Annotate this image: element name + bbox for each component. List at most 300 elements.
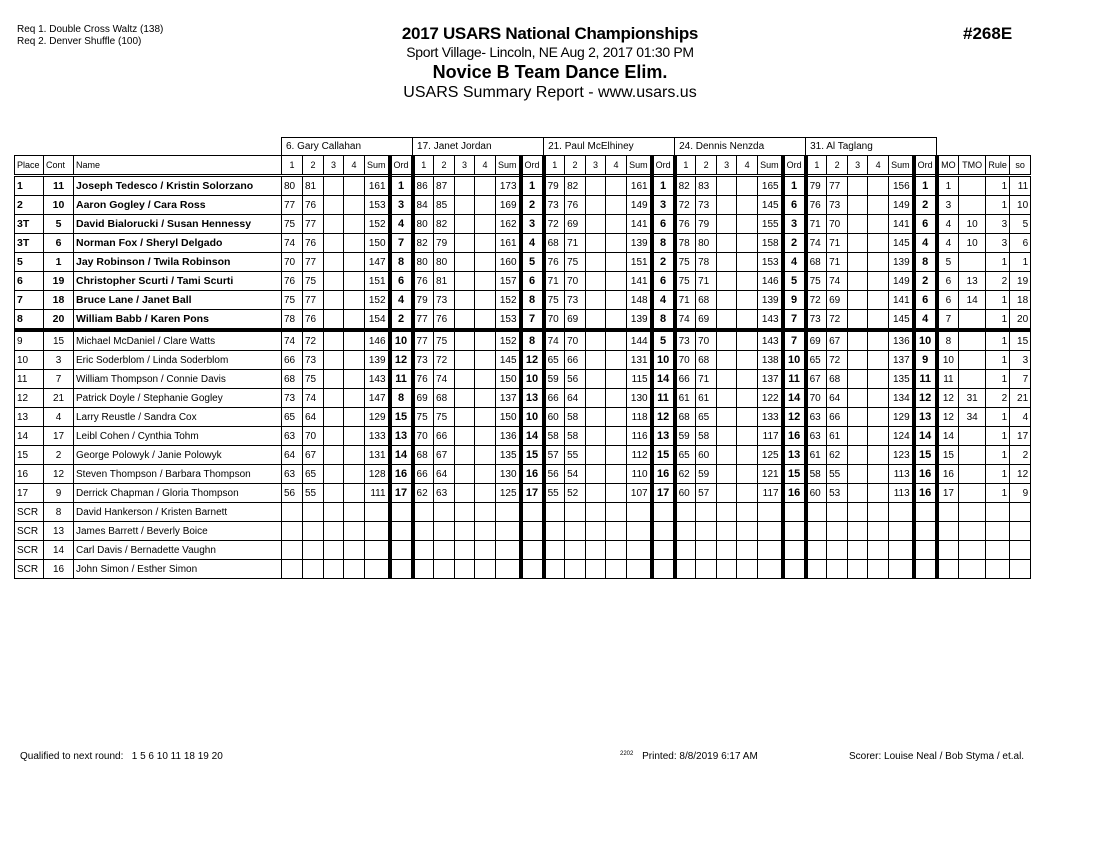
printed-info: [620, 751, 758, 762]
score-2: 71: [696, 370, 717, 389]
score-3: [717, 291, 737, 310]
score-4: [344, 253, 365, 272]
score-1: [806, 522, 827, 541]
score-1: 84: [413, 196, 434, 215]
score-4: [868, 253, 889, 272]
score-sum: 157: [496, 272, 521, 291]
score-sum: 113: [889, 465, 914, 484]
score-3: [848, 351, 868, 370]
mo-cell: 5: [937, 253, 959, 272]
judge-ordinal: 4: [914, 310, 937, 331]
score-1: 77: [282, 196, 303, 215]
score-sum: 139: [758, 291, 783, 310]
score-sum: [627, 503, 652, 522]
score-4: [868, 541, 889, 560]
score-4: [606, 560, 627, 579]
judge-col-header: 2: [303, 156, 324, 176]
score-4: [344, 291, 365, 310]
score-2: 76: [303, 196, 324, 215]
score-2: 76: [303, 234, 324, 253]
required-dances: [17, 24, 163, 48]
score-1: 74: [675, 310, 696, 331]
score-3: [324, 272, 344, 291]
place-cell: 12: [15, 389, 44, 408]
judge-ordinal: 11: [914, 370, 937, 389]
score-2: 77: [827, 176, 848, 196]
score-3: [586, 389, 606, 408]
score-4: [737, 234, 758, 253]
judge-ordinal: 16: [652, 465, 675, 484]
score-1: [544, 522, 565, 541]
score-3: [717, 351, 737, 370]
score-3: [717, 503, 737, 522]
score-4: [868, 330, 889, 351]
rule-cell: 1: [986, 310, 1010, 331]
score-3: [455, 446, 475, 465]
score-4: [737, 310, 758, 331]
score-3: [717, 484, 737, 503]
score-2: 63: [434, 484, 455, 503]
judge-name: 21. Paul McElhiney: [544, 138, 675, 156]
judge-col-header: 3: [324, 156, 344, 176]
score-1: 74: [282, 330, 303, 351]
score-4: [344, 389, 365, 408]
score-3: [324, 484, 344, 503]
score-1: 66: [282, 351, 303, 370]
score-1: 76: [675, 215, 696, 234]
score-2: 87: [434, 176, 455, 196]
score-4: [606, 541, 627, 560]
score-4: [344, 196, 365, 215]
table-row: [15, 541, 1031, 560]
judge-ordinal: [652, 522, 675, 541]
score-1: 78: [282, 310, 303, 331]
score-sum: [496, 522, 521, 541]
score-2: 61: [827, 427, 848, 446]
place-cell: SCR: [15, 560, 44, 579]
score-sum: 124: [889, 427, 914, 446]
judge-ordinal: 2: [783, 234, 806, 253]
judge-ordinal: 6: [914, 291, 937, 310]
judge-ordinal: 15: [390, 408, 413, 427]
judge-ordinal: 2: [390, 310, 413, 331]
score-2: 74: [827, 272, 848, 291]
score-3: [586, 330, 606, 351]
tmo-cell: [959, 310, 986, 331]
score-3: [717, 522, 737, 541]
rule-cell: 1: [986, 484, 1010, 503]
score-sum: 112: [627, 446, 652, 465]
judge-ordinal: 3: [652, 196, 675, 215]
score-1: 77: [413, 330, 434, 351]
judge-col-header: 4: [344, 156, 365, 176]
table-row: [15, 408, 1031, 427]
score-1: [806, 503, 827, 522]
score-2: 82: [565, 176, 586, 196]
judge-ordinal: 7: [390, 234, 413, 253]
judge-ordinal: 11: [652, 389, 675, 408]
score-4: [475, 389, 496, 408]
score-2: [303, 522, 324, 541]
score-2: [565, 503, 586, 522]
score-sum: 136: [496, 427, 521, 446]
score-2: 68: [696, 351, 717, 370]
score-1: 80: [413, 253, 434, 272]
score-2: 80: [696, 234, 717, 253]
score-2: 68: [434, 389, 455, 408]
judge-ordinal: 8: [390, 253, 413, 272]
judge-col-header: 4: [475, 156, 496, 176]
blank-cell: [959, 138, 986, 156]
score-sum: 161: [627, 176, 652, 196]
couple-name: Michael McDaniel / Clare Watts: [74, 330, 282, 351]
event-number: #268E: [963, 24, 1013, 43]
score-2: 82: [434, 215, 455, 234]
couple-name: Leibl Cohen / Cynthia Tohm: [74, 427, 282, 446]
score-2: 60: [696, 446, 717, 465]
score-1: [675, 541, 696, 560]
tmo-cell: 31: [959, 389, 986, 408]
score-sum: 135: [889, 370, 914, 389]
score-sum: [496, 560, 521, 579]
score-sum: 135: [496, 446, 521, 465]
score-1: [282, 541, 303, 560]
place-cell: 7: [15, 291, 44, 310]
score-1: 77: [413, 310, 434, 331]
score-4: [868, 351, 889, 370]
score-1: 56: [544, 465, 565, 484]
score-2: 77: [303, 215, 324, 234]
score-1: [806, 560, 827, 579]
score-1: 78: [675, 234, 696, 253]
score-3: [848, 560, 868, 579]
score-sum: [627, 560, 652, 579]
place-cell: 1: [15, 176, 44, 196]
judge-ordinal: 10: [521, 370, 544, 389]
score-sum: 152: [365, 291, 390, 310]
req-1: Req 1. Double Cross Waltz (138): [17, 24, 164, 35]
judge-name: 24. Dennis Nenzda: [675, 138, 806, 156]
score-sum: 138: [758, 351, 783, 370]
judge-ordinal: 13: [390, 427, 413, 446]
score-sum: 162: [496, 215, 521, 234]
score-4: [868, 446, 889, 465]
score-3: [586, 351, 606, 370]
score-3: [455, 272, 475, 291]
score-sum: 131: [627, 351, 652, 370]
score-4: [737, 215, 758, 234]
judge-ordinal: 8: [390, 389, 413, 408]
judge-col-header: Sum: [758, 156, 783, 176]
score-3: [455, 196, 475, 215]
judge-ordinal: 13: [914, 408, 937, 427]
tail-col-header: MO: [937, 156, 959, 176]
score-3: [717, 408, 737, 427]
contestant-number: 15: [44, 330, 74, 351]
score-4: [475, 196, 496, 215]
score-1: 66: [544, 389, 565, 408]
score-3: [455, 427, 475, 446]
tmo-cell: 13: [959, 272, 986, 291]
score-sum: 160: [496, 253, 521, 272]
score-1: [675, 560, 696, 579]
score-1: 61: [675, 389, 696, 408]
judge-ordinal: 10: [521, 408, 544, 427]
score-4: [606, 176, 627, 196]
judge-name: 31. Al Taglang: [806, 138, 937, 156]
score-3: [324, 310, 344, 331]
score-2: 59: [696, 465, 717, 484]
score-3: [848, 176, 868, 196]
score-2: 79: [696, 215, 717, 234]
rule-cell: 1: [986, 253, 1010, 272]
score-2: [827, 503, 848, 522]
score-3: [848, 234, 868, 253]
score-4: [868, 389, 889, 408]
score-1: 56: [282, 484, 303, 503]
judge-ordinal: [390, 541, 413, 560]
score-sum: 149: [889, 272, 914, 291]
judge-col-header: Sum: [889, 156, 914, 176]
score-1: 59: [544, 370, 565, 389]
score-sum: 147: [365, 389, 390, 408]
place-cell: 5: [15, 253, 44, 272]
score-sum: [889, 560, 914, 579]
score-2: 70: [565, 272, 586, 291]
so-cell: 15: [1010, 330, 1031, 351]
score-1: 60: [675, 484, 696, 503]
score-sum: 139: [889, 253, 914, 272]
score-3: [455, 370, 475, 389]
score-2: 71: [827, 234, 848, 253]
score-2: 71: [565, 234, 586, 253]
score-4: [344, 522, 365, 541]
score-3: [848, 408, 868, 427]
score-2: 64: [827, 389, 848, 408]
score-3: [586, 176, 606, 196]
score-2: 74: [303, 389, 324, 408]
score-2: 66: [827, 408, 848, 427]
score-1: 63: [806, 427, 827, 446]
score-4: [737, 408, 758, 427]
judge-ordinal: [783, 541, 806, 560]
score-3: [455, 503, 475, 522]
score-4: [475, 484, 496, 503]
score-4: [475, 503, 496, 522]
rule-cell: 1: [986, 291, 1010, 310]
rule-cell: 2: [986, 389, 1010, 408]
score-2: 58: [696, 427, 717, 446]
score-1: [282, 503, 303, 522]
score-1: 70: [413, 427, 434, 446]
score-sum: 161: [496, 234, 521, 253]
score-1: 73: [544, 196, 565, 215]
score-sum: 141: [889, 215, 914, 234]
score-2: 72: [827, 310, 848, 331]
judge-ordinal: 3: [783, 215, 806, 234]
score-1: 75: [413, 408, 434, 427]
judge-col-header: Ord: [390, 156, 413, 176]
table-row: [15, 291, 1031, 310]
score-sum: 151: [627, 253, 652, 272]
blank-cell: [44, 138, 74, 156]
score-3: [717, 370, 737, 389]
judge-col-header: 4: [606, 156, 627, 176]
score-2: 70: [696, 330, 717, 351]
score-3: [324, 291, 344, 310]
score-4: [606, 389, 627, 408]
score-2: 69: [565, 215, 586, 234]
score-3: [586, 427, 606, 446]
score-1: 69: [413, 389, 434, 408]
judge-ordinal: [783, 503, 806, 522]
couple-name: David Bialorucki / Susan Hennessy: [74, 215, 282, 234]
report-code: 2202: [620, 751, 634, 757]
score-sum: 141: [889, 291, 914, 310]
so-cell: 3: [1010, 351, 1031, 370]
score-4: [737, 253, 758, 272]
table-row: [15, 389, 1031, 408]
score-3: [586, 446, 606, 465]
judge-ordinal: 10: [783, 351, 806, 370]
score-1: 65: [675, 446, 696, 465]
score-1: 80: [282, 176, 303, 196]
judge-name: 17. Janet Jordan: [413, 138, 544, 156]
score-4: [344, 215, 365, 234]
score-2: 76: [434, 310, 455, 331]
score-sum: 145: [496, 351, 521, 370]
couple-name: Jay Robinson / Twila Robinson: [74, 253, 282, 272]
couple-name: David Hankerson / Kristen Barnett: [74, 503, 282, 522]
score-2: 75: [434, 408, 455, 427]
score-4: [868, 370, 889, 389]
score-2: 78: [696, 253, 717, 272]
score-3: [848, 253, 868, 272]
cont-header: Cont: [44, 156, 74, 176]
score-3: [324, 351, 344, 370]
score-3: [586, 465, 606, 484]
score-sum: 144: [627, 330, 652, 351]
score-1: 63: [282, 427, 303, 446]
score-4: [606, 234, 627, 253]
couple-name: Norman Fox / Sheryl Delgado: [74, 234, 282, 253]
judge-col-header: 2: [434, 156, 455, 176]
couple-name: Aaron Gogley / Cara Ross: [74, 196, 282, 215]
score-1: [544, 503, 565, 522]
score-sum: [889, 541, 914, 560]
score-3: [717, 389, 737, 408]
score-3: [324, 541, 344, 560]
judge-ordinal: 16: [783, 484, 806, 503]
score-1: 62: [675, 465, 696, 484]
score-2: 73: [696, 196, 717, 215]
judge-ordinal: 14: [652, 370, 675, 389]
judge-ordinal: [521, 522, 544, 541]
score-sum: [365, 522, 390, 541]
score-sum: 134: [889, 389, 914, 408]
score-3: [848, 446, 868, 465]
score-3: [324, 560, 344, 579]
score-sum: 133: [758, 408, 783, 427]
qualified-list: 1 5 6 10 11 18 19 20: [131, 751, 223, 762]
score-sum: 145: [889, 310, 914, 331]
so-cell: 21: [1010, 389, 1031, 408]
score-3: [324, 389, 344, 408]
score-1: 76: [806, 196, 827, 215]
score-3: [848, 522, 868, 541]
score-sum: 161: [365, 176, 390, 196]
blank-cell: [1010, 138, 1031, 156]
score-1: [544, 541, 565, 560]
so-cell: 10: [1010, 196, 1031, 215]
judge-ordinal: 8: [652, 234, 675, 253]
judge-col-header: 2: [827, 156, 848, 176]
judge-ordinal: 15: [521, 446, 544, 465]
judge-col-header: 1: [544, 156, 565, 176]
score-2: 75: [303, 370, 324, 389]
judge-ordinal: [390, 522, 413, 541]
judge-ordinal: 15: [914, 446, 937, 465]
judge-col-header: 3: [455, 156, 475, 176]
score-4: [737, 427, 758, 446]
judge-col-header: 2: [696, 156, 717, 176]
score-sum: 153: [496, 310, 521, 331]
judge-name: 6. Gary Callahan: [282, 138, 413, 156]
judge-ordinal: 12: [783, 408, 806, 427]
judge-ordinal: 17: [521, 484, 544, 503]
score-3: [324, 427, 344, 446]
judge-ordinal: [652, 503, 675, 522]
score-1: 79: [413, 291, 434, 310]
judge-ordinal: 5: [521, 253, 544, 272]
score-1: 75: [675, 253, 696, 272]
score-1: 79: [806, 176, 827, 196]
scorer-info: Scorer: Louise Neal / Bob Styma / et.al.: [849, 751, 1025, 762]
score-sum: [889, 503, 914, 522]
score-2: [303, 503, 324, 522]
score-sum: 118: [627, 408, 652, 427]
score-3: [717, 234, 737, 253]
rule-cell: 1: [986, 370, 1010, 389]
score-1: [675, 522, 696, 541]
score-sum: [758, 522, 783, 541]
score-2: 58: [565, 408, 586, 427]
score-1: 65: [282, 408, 303, 427]
score-sum: 117: [758, 427, 783, 446]
judge-ordinal: 17: [390, 484, 413, 503]
score-1: [413, 522, 434, 541]
score-2: 69: [565, 310, 586, 331]
judge-col-header: Ord: [914, 156, 937, 176]
score-2: [696, 541, 717, 560]
score-3: [717, 465, 737, 484]
score-3: [717, 253, 737, 272]
table-row: [15, 503, 1031, 522]
table-row: [15, 370, 1031, 389]
score-2: 65: [696, 408, 717, 427]
score-3: [324, 253, 344, 272]
score-4: [606, 522, 627, 541]
score-2: 68: [827, 370, 848, 389]
place-cell: SCR: [15, 541, 44, 560]
judge-ordinal: 6: [783, 196, 806, 215]
mo-cell: 15: [937, 446, 959, 465]
score-4: [868, 484, 889, 503]
score-3: [717, 427, 737, 446]
score-4: [344, 446, 365, 465]
tmo-cell: [959, 522, 986, 541]
score-3: [586, 310, 606, 331]
